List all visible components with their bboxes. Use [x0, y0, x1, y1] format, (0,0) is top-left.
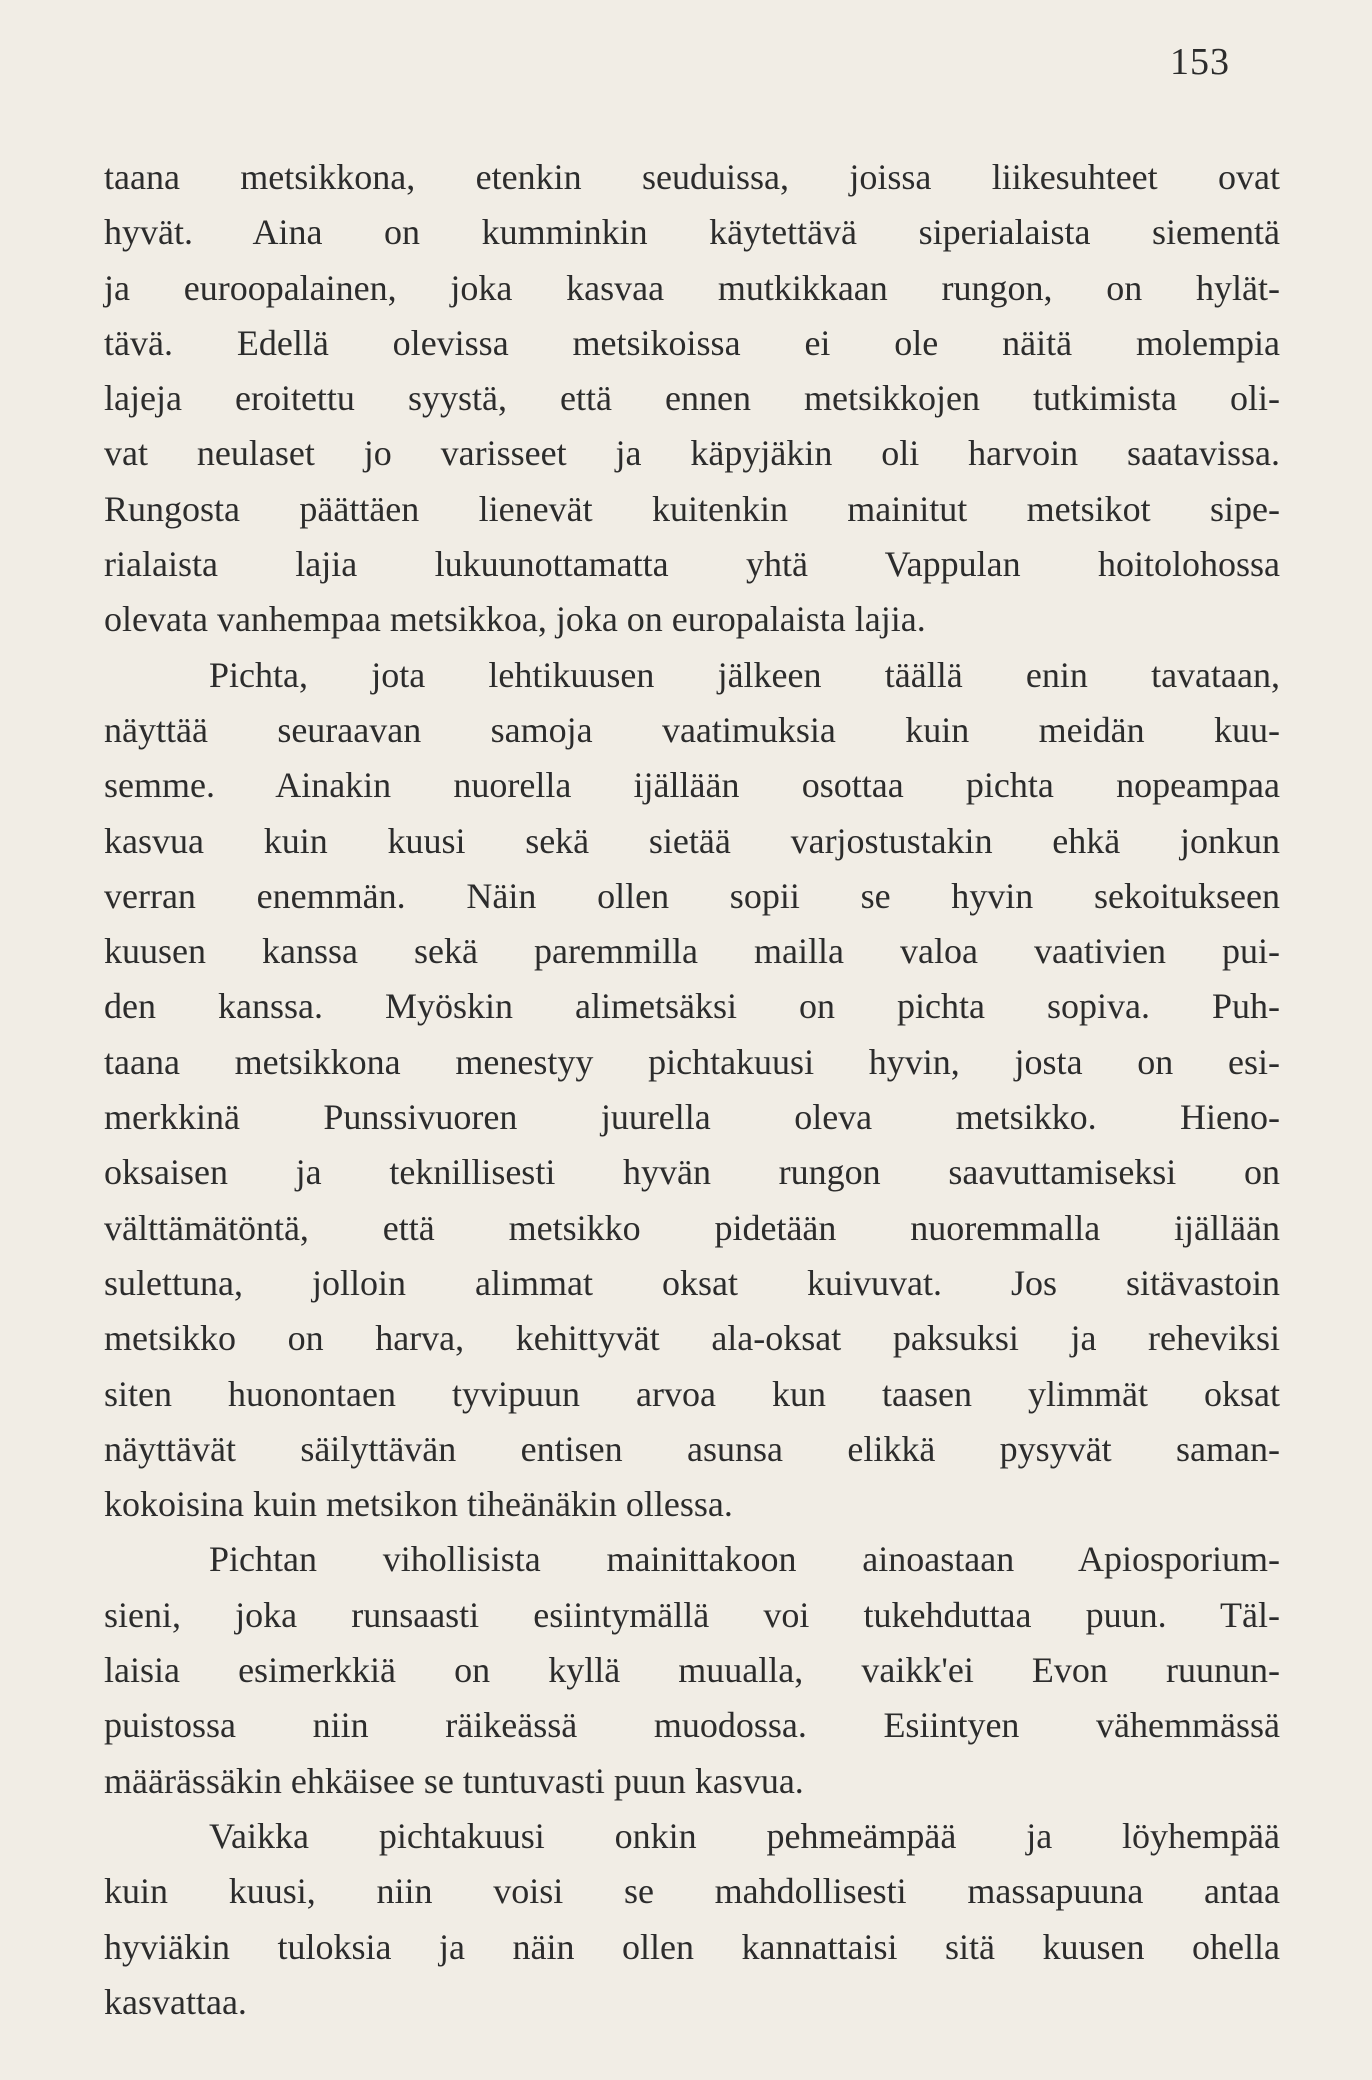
text-line: merkkinä Punssivuoren juurella oleva metsikko. Hieno-: [104, 1097, 1280, 1138]
text-line: Rungosta päättäen lienevät kuitenkin mainitut metsikot sipe-: [104, 488, 1280, 529]
page-number: 153: [1170, 41, 1230, 83]
text-line: Vaikka pichtakuusi onkin pehmeämpää ja löyhempää: [209, 1815, 1280, 1856]
text-line: kasvattaa.: [104, 1981, 247, 2022]
text-line: metsikko on harva, kehittyvät ala-oksat paksuksi ja reheviksi: [104, 1318, 1280, 1359]
text-line: näyttää seuraavan samoja vaatimuksia kuin meidän kuu-: [104, 709, 1280, 750]
text-line: verran enemmän. Näin ollen sopii se hyvin sekoitukseen: [104, 875, 1280, 916]
body-text: [104, 150, 1280, 2030]
text-line: sulettuna, jolloin alimmat oksat kuivuvat. Jos sitävastoin: [104, 1262, 1280, 1303]
text-line: vat neulaset jo varisseet ja käpyjäkin oli harvoin saatavissa.: [104, 433, 1280, 474]
text-line: näyttävät säilyttävän entisen asunsa elikkä pysyvät saman-: [104, 1428, 1280, 1469]
text-line: laisia esimerkkiä on kyllä muualla, vaikk'ei Evon ruunun-: [104, 1650, 1280, 1691]
text-line: kokoisina kuin metsikon tiheänäkin ollessa.: [104, 1484, 733, 1525]
text-line: kuusen kanssa sekä paremmilla mailla valoa vaativien pui-: [104, 931, 1280, 972]
text-line: lajeja eroitettu syystä, että ennen metsikkojen tutkimista oli-: [104, 378, 1280, 419]
text-line: hyvät. Aina on kumminkin käytettävä siperialaista siementä: [104, 212, 1280, 253]
text-line: oksaisen ja teknillisesti hyvän rungon saavuttamiseksi on: [104, 1152, 1280, 1193]
text-line: taana metsikkona, etenkin seuduissa, joissa liikesuhteet ovat: [104, 157, 1280, 197]
text-line: taana metsikkona menestyy pichtakuusi hyvin, josta on esi-: [104, 1041, 1280, 1082]
text-line: sieni, joka runsaasti esiintymällä voi tukehduttaa puun. Täl-: [104, 1594, 1280, 1635]
text-line: kuin kuusi, niin voisi se mahdollisesti massapuuna antaa: [104, 1871, 1280, 1912]
text-line: semme. Ainakin nuorella ijällään osottaa pichta nopeampaa: [104, 765, 1280, 806]
text-line: tävä. Edellä olevissa metsikoissa ei ole näitä molempia: [104, 322, 1280, 363]
text-line: olevata vanhempaa metsikkoa, joka on europalaista lajia.: [104, 599, 926, 640]
text-line: rialaista lajia lukuunottamatta yhtä Vappulan hoitolohossa: [104, 544, 1280, 585]
text-line: Pichtan vihollisista mainittakoon ainoastaan Apiosporium-: [209, 1539, 1280, 1580]
text-line: kasvua kuin kuusi sekä sietää varjostustakin ehkä jonkun: [104, 820, 1280, 861]
text-line: ja euroopalainen, joka kasvaa mutkikkaan rungon, on hylät-: [104, 267, 1280, 308]
text-line: siten huonontaen tyvipuun arvoa kun taasen ylimmät oksat: [104, 1373, 1280, 1414]
text-line: hyviäkin tuloksia ja näin ollen kannattaisi sitä kuusen ohella: [104, 1926, 1280, 1967]
text-line: puistossa niin räikeässä muodossa. Esiintyen vähemmässä: [104, 1705, 1280, 1746]
text-line: välttämätöntä, että metsikko pidetään nuoremmalla ijällään: [104, 1207, 1280, 1248]
text-line: määrässäkin ehkäisee se tuntuvasti puun kasvua.: [104, 1760, 804, 1801]
text-line: den kanssa. Myöskin alimetsäksi on pichta sopiva. Puh-: [104, 986, 1280, 1027]
text-line: Pichta, jota lehtikuusen jälkeen täällä enin tavataan,: [209, 654, 1280, 695]
